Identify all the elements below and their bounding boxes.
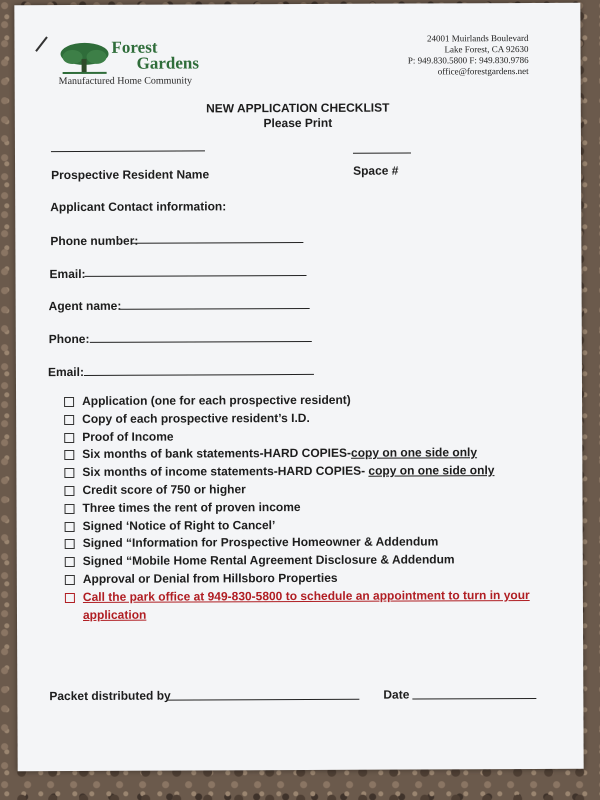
page-title: [15, 100, 581, 132]
address-city: Lake Forest, CA 92630: [444, 43, 529, 55]
agent-name-label: Agent name:: [48, 298, 122, 314]
checklist-item: Signed ‘Notice of Right to Cancel’: [65, 515, 565, 535]
packet-distributed-label: Packet distributed by: [49, 688, 171, 704]
agent-email-label: Email:: [47, 364, 84, 380]
requirements-checklist: [64, 391, 565, 625]
checklist-item: Three times the rent of proven income: [64, 498, 564, 518]
agent-email-line[interactable]: [84, 374, 314, 376]
checklist-item: Six months of bank statements-HARD COPIES-copy on one side only: [64, 444, 564, 464]
checklist-item-call-office: Call the park office at 949-830-5800 to schedule an appointment to turn in your application: [65, 587, 565, 625]
checkbox[interactable]: [64, 468, 74, 478]
tree-icon: [58, 41, 110, 77]
phone-number-label: Phone number:: [50, 233, 139, 249]
checklist-paper: [14, 3, 583, 771]
agent-phone-label: Phone:: [48, 331, 90, 347]
checkbox[interactable]: [64, 450, 74, 460]
address-block: [408, 33, 529, 78]
address-email: office@forestgardens.net: [437, 65, 529, 77]
resident-name-line[interactable]: [51, 150, 205, 152]
packet-distributed-line[interactable]: [167, 699, 359, 701]
checklist-item: Credit score of 750 or higher: [64, 480, 564, 500]
checkbox[interactable]: [65, 557, 75, 567]
title-main: NEW APPLICATION CHECKLIST: [206, 100, 390, 116]
checkbox[interactable]: [65, 575, 75, 585]
underlined-note: copy on one side only: [350, 445, 478, 461]
agent-name-line[interactable]: [119, 308, 310, 310]
logo-gardens-text: Gardens: [136, 53, 199, 73]
checklist-item: Approval or Denial from Hillsboro Properties: [65, 569, 565, 589]
date-label: Date: [383, 687, 410, 702]
checkbox[interactable]: [65, 539, 75, 549]
checklist-item: Application (one for each prospective resident): [64, 391, 564, 411]
underlined-note: copy on one side only: [368, 463, 495, 478]
checkbox[interactable]: [64, 415, 74, 425]
resident-name-label: Prospective Resident Name: [51, 167, 210, 183]
logo-subtitle: Manufactured Home Community: [58, 75, 193, 88]
address-phone-fax: P: 949.830.5800 F: 949.830.9786: [407, 54, 529, 66]
checkbox[interactable]: [65, 522, 75, 532]
checklist-item: Copy of each prospective resident’s I.D.: [64, 409, 564, 429]
pen-mark: [35, 36, 48, 51]
contact-heading: Applicant Contact information:: [50, 199, 227, 215]
email-label: Email:: [49, 266, 86, 282]
checklist-item: Six months of income statements-HARD COPIES- copy on one side only: [64, 462, 564, 482]
forest-gardens-logo: [58, 34, 228, 93]
space-line[interactable]: [353, 153, 411, 154]
checklist-item: Signed “Mobile Home Rental Agreement Disclosure & Addendum: [65, 551, 565, 571]
checkbox[interactable]: [64, 486, 74, 496]
checklist-item: Proof of Income: [64, 426, 564, 446]
checkbox[interactable]: [65, 504, 75, 514]
phone-number-line[interactable]: [131, 242, 303, 244]
logo-forest-text: Forest: [111, 37, 158, 57]
date-line[interactable]: [412, 698, 536, 700]
title-sub: Please Print: [263, 115, 333, 131]
checklist-item: Signed “Information for Prospective Homeowner & Addendum: [65, 533, 565, 553]
checkbox[interactable]: [65, 593, 75, 603]
checkbox[interactable]: [64, 433, 74, 443]
agent-phone-line[interactable]: [90, 341, 312, 343]
email-line[interactable]: [85, 275, 307, 277]
space-label: Space #: [353, 163, 399, 178]
checkbox[interactable]: [64, 397, 74, 407]
address-street: 24001 Muirlands Boulevard: [426, 32, 529, 44]
